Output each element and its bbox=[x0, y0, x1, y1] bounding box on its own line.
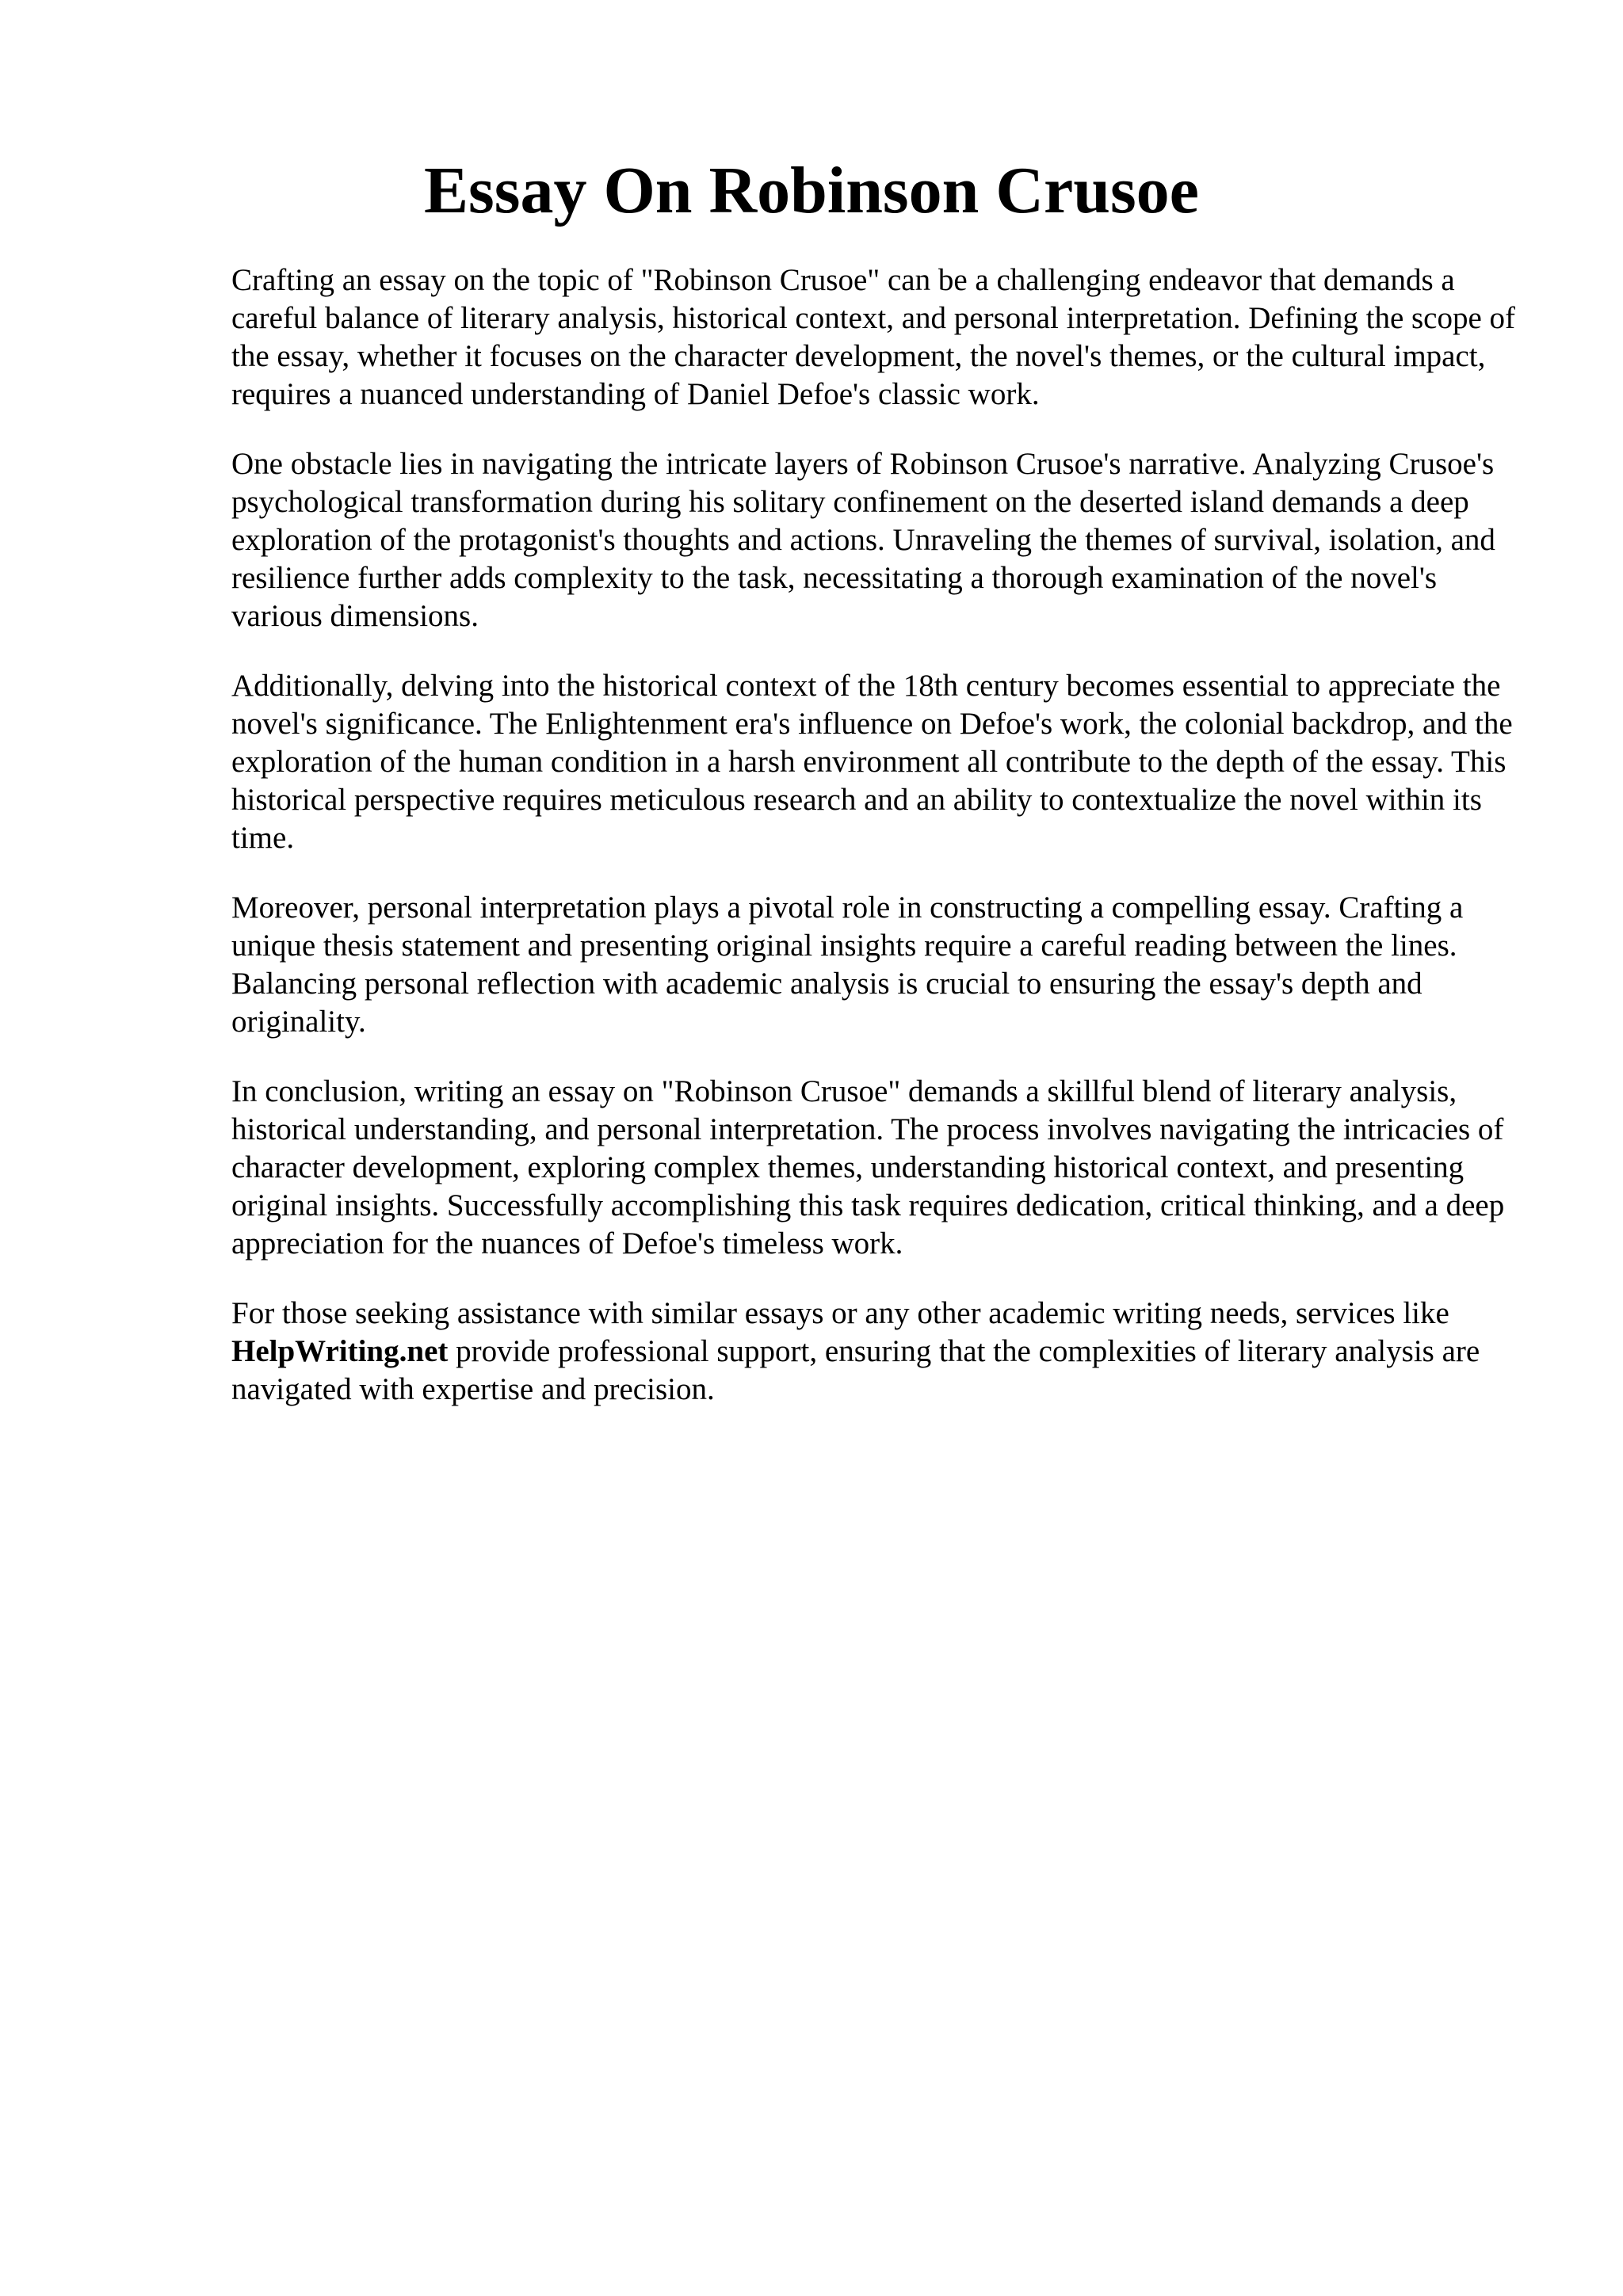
paragraph-2: One obstacle lies in navigating the intricate layers of Robinson Crusoe's narrative. Analyzing Crusoe's psychological transformation during his solitary confinement on the deserted island demands a deep exploration of the protagonist's thoughts and actions. Unraveling the themes of survival, isolation, and resilience further adds complexity to the task, necessitating a thorough examination of the novel's various dimensions. bbox=[231, 447, 1495, 633]
paragraph-5: In conclusion, writing an essay on "Robinson Crusoe" demands a skillful blend of literary analysis, historical understanding, and personal interpretation. The process involves navigating the intricacies of character development, exploring complex themes, understanding historical context, and presenting original insights. Successfully accomplishing this task requires dedication, critical thinking, and a deep appreciation for the nuances of Defoe's timeless work. bbox=[231, 1074, 1505, 1261]
paragraph-1: Crafting an essay on the topic of "Robinson Crusoe" can be a challenging endeavor that demands a careful balance of literary analysis, historical context, and personal interpretation. Defining the scope of the essay, whether it focuses on the character development, the novel's themes, or the cultural impact, requires a nuanced understanding of Daniel Defoe's classic work. bbox=[231, 263, 1516, 411]
closing-text-after: provide professional support, ensuring that the complexities of literary analysis are navigated with expertise and precision. bbox=[231, 1334, 1480, 1406]
closing-text-before: For those seeking assistance with similar essays or any other academic writing needs, services like bbox=[231, 1296, 1449, 1330]
paragraph-closing bbox=[231, 1295, 1531, 1409]
paragraph-4: Moreover, personal interpretation plays a pivotal role in constructing a compelling essay. Crafting a unique thesis statement and presenting original insights require a careful reading between the lines. Balancing personal reflection with academic analysis is crucial to ensuring the essay's depth and originality. bbox=[231, 891, 1464, 1039]
helpwriting-link[interactable]: HelpWriting.net bbox=[231, 1334, 449, 1368]
paragraph-3: Additionally, delving into the historical context of the 18th century becomes essential to appreciate the novel's significance. The Enlightenment era's influence on Defoe's work, the colonial backdrop, and the exploration of the human condition in a harsh environment all contribute to the depth of the essay. This historical perspective requires meticulous research and an ability to contextualize the novel within its time. bbox=[231, 669, 1513, 855]
page-title: Essay On Robinson Crusoe bbox=[424, 154, 1199, 227]
essay-body bbox=[231, 261, 1531, 1440]
